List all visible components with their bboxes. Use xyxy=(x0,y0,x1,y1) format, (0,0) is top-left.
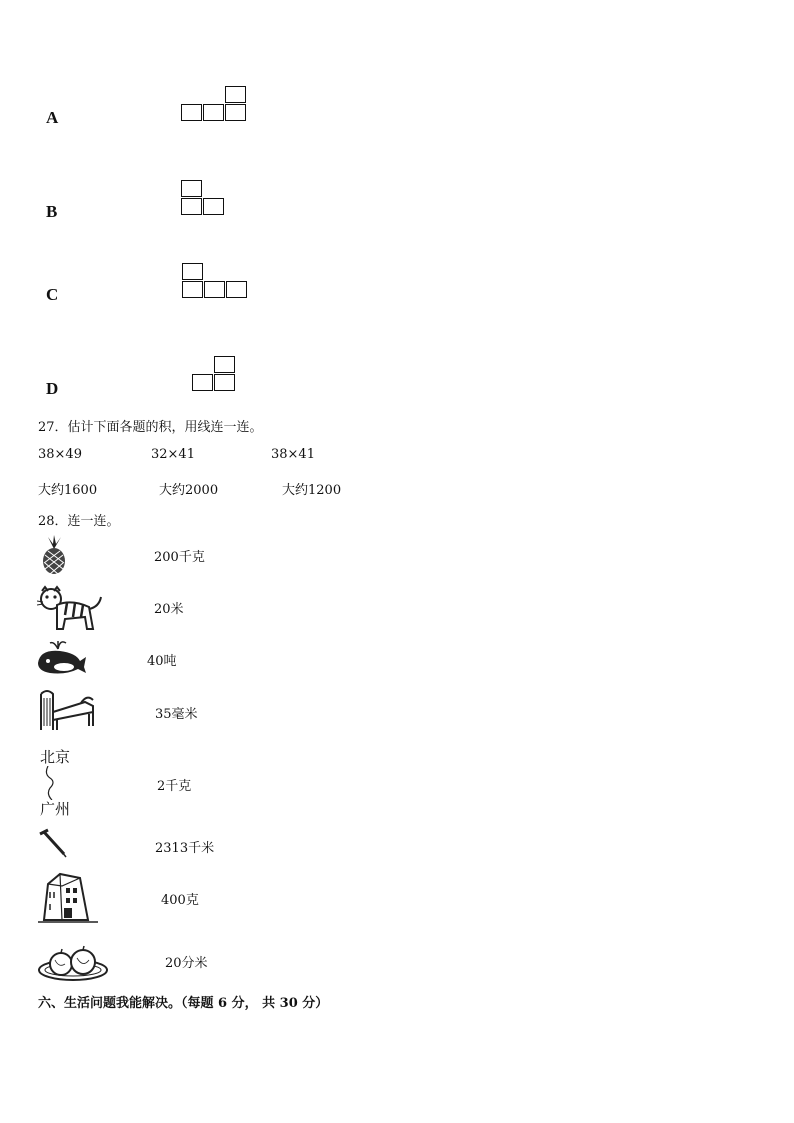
value-8: 20分米 xyxy=(165,956,208,971)
expression-1: 38×49 xyxy=(38,447,82,462)
map-beijing-guangzhou-icon xyxy=(38,746,82,820)
figure-d xyxy=(192,356,242,396)
option-a-label: A xyxy=(46,108,59,127)
bed-icon xyxy=(37,686,95,732)
value-7: 400克 xyxy=(161,893,199,908)
value-3: 40吨 xyxy=(147,654,177,669)
building-icon xyxy=(38,870,98,924)
map-beijing-label: 北京 xyxy=(40,748,71,766)
whale-icon xyxy=(36,637,88,675)
nail-icon xyxy=(38,828,68,858)
figure-c xyxy=(182,263,252,303)
estimate-1: 大约1600 xyxy=(38,483,98,498)
apple-plate-icon xyxy=(37,942,109,982)
pineapple-icon xyxy=(36,535,72,575)
option-d-label: D xyxy=(46,379,59,398)
value-2: 20米 xyxy=(154,602,184,617)
expression-3: 38×41 xyxy=(271,447,315,462)
value-6: 2313千米 xyxy=(155,841,215,856)
figure-a xyxy=(181,86,251,126)
question-28-title: 28．连一连。 xyxy=(38,514,120,529)
value-1: 200千克 xyxy=(154,550,205,565)
map-guangzhou-label: 广州 xyxy=(40,800,71,818)
section-6-title: 六、生活问题我能解决。（每题 6 分， 共 30 分） xyxy=(38,996,329,1011)
tiger-icon xyxy=(37,585,103,633)
question-27-title: 27．估计下面各题的积，用线连一连。 xyxy=(38,420,263,435)
option-b-label: B xyxy=(46,202,58,221)
estimate-2: 大约2000 xyxy=(159,483,219,498)
figure-b xyxy=(181,180,231,220)
estimate-3: 大约1200 xyxy=(282,483,342,498)
value-5: 2千克 xyxy=(157,779,192,794)
option-c-label: C xyxy=(46,285,59,304)
expression-2: 32×41 xyxy=(151,447,195,462)
value-4: 35毫米 xyxy=(155,707,198,722)
